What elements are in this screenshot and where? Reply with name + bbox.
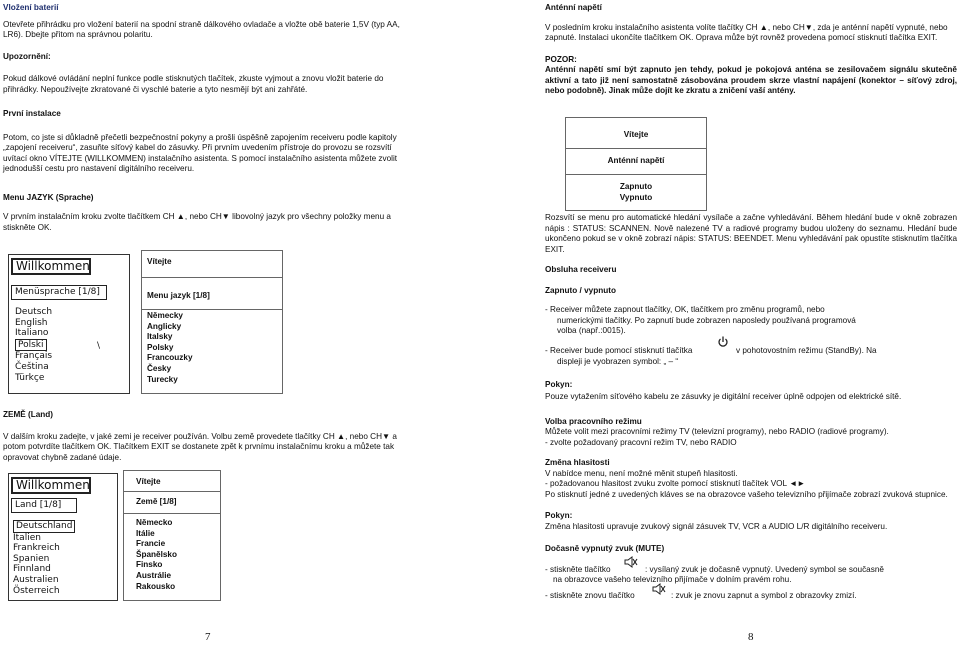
tv-list-item: Italien <box>13 532 41 543</box>
left-page <box>3 3 413 233</box>
box-list-item: Francouzky <box>147 353 193 363</box>
text-note-2: Změna hlasitosti upravuje zvukový signál zásuvek TV, VCR a AUDIO L/R digitálního receiveru. <box>545 521 888 531</box>
tv-list-item: Finnland <box>13 564 51 575</box>
mute-icon-2 <box>652 583 666 599</box>
tv-list-item: Italiano <box>15 328 49 339</box>
tv-list-item: Français <box>15 351 53 362</box>
text-first-install: Potom, co jste si důkladně přečetli bezpečnostní pokyny a prošli úspěšně zapojením receiveru podle kapitoly „zapojení receiveru“, zasuňte síťový kabel do zásuvky. Při prvním uvedením přístroje do provozu se rozsvítí uvítací okno VÍTEJTE (WILLKOMMEN) instalačního asistenta. S pomocí instalačního asistenta můžete zvolit jednodušší cestu pro nastavení digitálního receiveru. <box>3 132 398 173</box>
box-list-item: Francie <box>136 539 166 549</box>
text-batteries: Otevřete přihrádku pro vložení baterií na spodní straně dálkového ovladače a vložte obě baterie 1,5V (typ AA, LR6). Dbejte přitom na správnou polaritu. <box>3 19 400 39</box>
box-list-item: Rakousko <box>136 581 176 591</box>
heading-country: ZEMĚ (Land) <box>3 410 54 419</box>
tv-subtitle: Land [1/8] <box>11 498 77 513</box>
text-on-off-5: v pohotovostním režimu (StandBy). Na <box>736 345 877 355</box>
text-volume-1: V nabídce menu, není možné měnit stupeň hlasitosti. <box>545 468 738 478</box>
power-icon <box>717 336 729 348</box>
heading-mute: Dočasně vypnutý zvuk (MUTE) <box>545 544 665 553</box>
heading-mode: Volba pracovního režimu <box>545 416 642 426</box>
text-volume-3: Po stisknutí jedné z uvedených kláves se na obrazovce vašeho televizního přijímače zobrazí zvuková stupnice. <box>545 489 948 499</box>
box-option-on: Zapnuto <box>619 182 653 191</box>
text-mute-4: - stiskněte znovu tlačítko <box>545 590 635 600</box>
text-language-menu: V prvním instalačním kroku zvolte tlačítkem CH ▲, nebo CH▼ libovolný jazyk pro všechny položky menu a stiskněte OK. <box>3 212 391 232</box>
right-page-lower <box>545 213 957 605</box>
tv-list-item: Čeština <box>15 361 49 372</box>
box-list-item: Austrálie <box>136 570 172 580</box>
heading-note-2: Pokyn: <box>545 511 573 520</box>
tv-list-item: English <box>15 317 48 328</box>
box-list-item: Německy <box>147 311 183 320</box>
heading-caution: POZOR: <box>545 54 577 64</box>
page-number-left: 7 <box>205 631 211 643</box>
heading-on-off: Zapnuto / vypnuto <box>545 285 616 295</box>
box-subtitle: Anténní napětí <box>607 156 665 165</box>
heading-antenna-voltage: Anténní napětí <box>545 3 602 12</box>
tv-screenshot-country <box>8 473 118 601</box>
right-page <box>545 3 957 97</box>
box-list-item: Anglicky <box>147 321 182 331</box>
tv-language-list <box>15 307 52 383</box>
tv-list-item-selected: Deutschland <box>13 520 75 533</box>
text-on-off-2: numerickými tlačítky. Po zapnutí bude zobrazen naposledy používaná programová <box>557 315 856 325</box>
text-mute-3: na obrazovce vašeho televizního přijímače v dolním pravém rohu. <box>553 574 792 584</box>
box-title: Vítejte <box>136 477 161 486</box>
tv-list-item: Spanien <box>13 553 50 564</box>
mute-icon <box>624 556 638 572</box>
text-caution: Anténní napětí smí být zapnuto jen tehdy, pokud je pokojová anténa se zesilovačem signálu skutečně aktivní a tato již není samostatně zásobována proudem skrze vlastní napájení (konektor – síťový zdroj, nebo podobně). Jinak může dojít ke zkratu a zničení vaší antény. <box>545 65 957 95</box>
box-subtitle: Země [1/8] <box>136 497 177 506</box>
box-country-translation <box>123 470 221 601</box>
box-list-item: Česky <box>147 363 172 373</box>
box-list-item: Německo <box>136 518 173 527</box>
heading-note-1: Pokyn: <box>545 379 573 389</box>
box-subtitle: Menu jazyk [1/8] <box>147 291 210 300</box>
box-language-list <box>147 311 193 385</box>
heading-warning: Upozornění: <box>3 51 51 61</box>
heading-first-install: První instalace <box>3 109 61 118</box>
box-title: Vítejte <box>623 130 649 139</box>
tv-list-item: Türkçe <box>15 372 45 383</box>
text-on-off-3: volba (např.:0015). <box>557 326 626 335</box>
box-country-list <box>136 518 177 592</box>
box-list-item: Turecky <box>147 374 178 384</box>
text-mode-2: - zvolte požadovaný pracovní režim TV, nebo RADIO <box>545 437 737 447</box>
text-on-off-1: - Receiver můžete zapnout tlačítky, OK, tlačítkem pro změnu programů, nebo <box>545 305 825 314</box>
box-list-item: Italsky <box>147 332 173 342</box>
tv-list-item-selected: Polski <box>15 339 47 352</box>
box-list-item: Finsko <box>136 560 163 570</box>
tv-list-item: Australien <box>13 574 59 585</box>
box-language-translation <box>141 250 283 394</box>
box-title: Vítejte <box>147 257 172 266</box>
tv-list-item: Frankreich <box>13 543 60 554</box>
text-on-off-6: displeji je vyobrazen symbol: „ – “ <box>557 356 679 366</box>
box-list-item: Polsky <box>147 342 174 352</box>
box-list-item: Itálie <box>136 528 155 538</box>
text-mode-1: Můžete volit mezi pracovními režimy TV (televizní programy), nebo RADIO (radiové programy). <box>545 427 889 436</box>
text-mute-2: : vysílaný zvuk je dočasně vypnutý. Uvedený symbol se současně <box>645 564 884 574</box>
left-page-country <box>3 410 413 463</box>
tv-title: Willkommen <box>11 258 91 275</box>
tv-subtitle: Menüsprache [1/8] <box>11 285 107 300</box>
tv-list-item: Deutsch <box>15 307 53 317</box>
text-volume-2: - požadovanou hlasitost zvuku zvolte pomocí stisknutí tlačítek VOL ◄► <box>545 479 806 488</box>
tv-screenshot-language <box>8 254 130 394</box>
tv-title: Willkommen <box>11 477 91 494</box>
heading-volume: Změna hlasitosti <box>545 458 610 467</box>
text-on-off-4: - Receiver bude pomocí stisknutí tlačítka <box>545 345 693 355</box>
tv-list-item: Österreich <box>13 585 60 596</box>
heading-operation: Obsluha receiveru <box>545 265 617 274</box>
text-antenna-voltage: V posledním kroku instalačního asistenta volíte tlačítky CH ▲, nebo CH▼, zda je anténní napětí vypnuté, nebo zapnuté. Instalaci ukončíte tlačítkem OK. Oprava může být rovněž provedena pomocí stisknutí tlačítka EXIT. <box>545 22 948 42</box>
tv-cursor-mark: \ <box>97 341 101 351</box>
text-country: V dalším kroku zadejte, v jaké zemi je receiver používán. Volbu země provedete tlačítky CH ▲, nebo CH▼ a potom potvrdíte tlačítkem OK. Tlačítkem EXIT se dostanete zpět k prvnímu instalačnímu kroku a můžete tak opravovat chybně zadané údaje. <box>3 431 397 462</box>
tv-country-list <box>13 520 75 596</box>
box-option-off: Vypnuto <box>619 193 653 202</box>
text-note-1: Pouze vytažením síťového kabelu ze zásuvky je digitální receiver úplně odpojen od elektrické sítě. <box>545 392 902 401</box>
text-mute-1: - stiskněte tlačítko <box>545 564 611 574</box>
box-list-item: Španělsko <box>136 549 177 559</box>
heading-batteries: Vložení baterií <box>3 3 59 12</box>
heading-language-menu: Menu JAZYK (Sprache) <box>3 192 94 202</box>
text-mute-5: : zvuk je znovu zapnut a symbol z obrazovky zmizí. <box>671 590 857 600</box>
page-number-right: 8 <box>748 631 754 643</box>
box-antenna-translation <box>565 117 707 211</box>
text-scan: Rozsvítí se menu pro automatické hledání vysílače a začne vyhledávání. Během hledání bude v okně zobrazen nápis : STATUS: SCANNEN. Nově nalezené TV a radiové programy budou uloženy do seznamu. Hledání bude ukončeno pokud se v okně zobrazí nápis: STATUS: BEENDET. Menu vyhledávání pak opustíte stisknutím tlačítka EXIT. <box>545 213 957 254</box>
text-warning: Pokud dálkové ovládání neplní funkce podle stisknutých tlačítek, zkuste vyjmout a znovu vložit baterie do přihrádky. Nepoužívejte zkratované či vyschlé baterie a tyto nesmějí být ani zahřáté. <box>3 74 384 94</box>
